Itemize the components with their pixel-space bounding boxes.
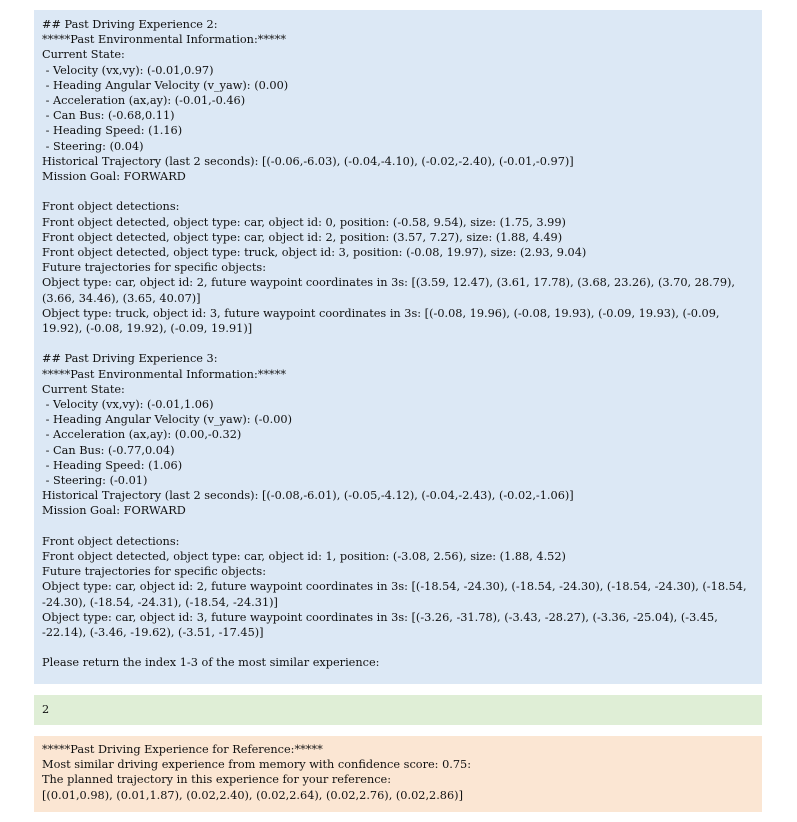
reference-planned-label: The planned trajectory in this experience for your reference: bbox=[42, 773, 392, 787]
answer-panel bbox=[34, 695, 762, 725]
experience-3-detection: Front object detected, object type: car, object id: 1, position: (-3.08, 2.56), size: (1.88, 4.52) bbox=[42, 550, 566, 564]
reference-trajectory: [(0.01,0.98), (0.01,1.87), (0.02,2.40), (0.02,2.64), (0.02,2.76), (0.02,2.86)] bbox=[42, 788, 463, 802]
experience-3-velocity: - Velocity (vx,vy): (-0.01,1.06) bbox=[42, 398, 214, 412]
experience-2-current-state: Current State: bbox=[42, 48, 125, 62]
experience-2-heading: ## Past Driving Experience 2: bbox=[42, 18, 218, 31]
experience-2-acceleration: - Acceleration (ax,ay): (-0.01,-0.46) bbox=[42, 94, 246, 108]
experience-2-can-bus: - Can Bus: (-0.68,0.11) bbox=[42, 109, 175, 123]
experience-2-env-header: *****Past Environmental Information:***** bbox=[42, 33, 286, 47]
experience-2-steering: - Steering: (0.04) bbox=[42, 139, 144, 153]
experience-3-future-trajectory: Object type: car, object id: 3, future waypoint coordinates in 3s: [(-3.26, -31.78), (-3.43, -28.27), (-3.36, -25.04), (-3.45, -22.14), (-3.46, -19.62), (-3.51, -17.45)] bbox=[42, 610, 722, 640]
experience-2-future-header: Future trajectories for specific objects: bbox=[42, 261, 266, 275]
experience-3-acceleration: - Acceleration (ax,ay): (0.00,-0.32) bbox=[42, 428, 242, 442]
experience-3-future-trajectory: Object type: car, object id: 2, future waypoint coordinates in 3s: [(-18.54, -24.30), (-18.54, -24.30), (-18.54, -24.30), (-18.54, -24.30), (-18.54, -24.31), (-18.54, -24.31)] bbox=[42, 580, 751, 609]
reference-confidence: Most similar driving experience from memory with confidence score: 0.75: bbox=[42, 758, 472, 772]
experience-2-mission-goal: Mission Goal: FORWARD bbox=[42, 170, 186, 184]
experience-3-mission-goal: Mission Goal: FORWARD bbox=[42, 504, 186, 518]
spacer bbox=[42, 519, 756, 534]
experience-3-historical-trajectory: Historical Trajectory (last 2 seconds): [(-0.08,-6.01), (-0.05,-4.12), (-0.04,-2.43), (-0.02,-1.06)] bbox=[42, 489, 574, 503]
experience-2-detections-header: Front object detections: bbox=[42, 200, 180, 214]
experience-2-detection: Front object detected, object type: car, object id: 0, position: (-0.58, 9.54), size: (1.75, 3.99) bbox=[42, 215, 566, 229]
experience-2-velocity: - Velocity (vx,vy): (-0.01,0.97) bbox=[42, 63, 214, 77]
answer-value: 2 bbox=[42, 703, 50, 716]
experience-3-current-state: Current State: bbox=[42, 382, 125, 396]
experience-3-future-header: Future trajectories for specific objects: bbox=[42, 565, 266, 579]
experience-3-env-header: *****Past Environmental Information:***** bbox=[42, 367, 286, 381]
experience-3-heading-angular-velocity: - Heading Angular Velocity (v_yaw): (-0.00) bbox=[42, 413, 292, 427]
reference-header: *****Past Driving Experience for Reference:***** bbox=[42, 743, 323, 756]
experience-2-heading-angular-velocity: - Heading Angular Velocity (v_yaw): (0.00) bbox=[42, 78, 289, 92]
experience-2-heading-speed: - Heading Speed: (1.16) bbox=[42, 124, 183, 138]
experience-2-future-trajectory: Object type: truck, object id: 3, future waypoint coordinates in 3s: [(-0.08, 19.96), (-0.08, 19.93), (-0.09, 19.93), (-0.09, 19.92), (-0.08, 19.92), (-0.09, 19.91)] bbox=[42, 306, 724, 336]
experience-3-heading-speed: - Heading Speed: (1.06) bbox=[42, 458, 183, 472]
experience-2-future-trajectory: Object type: car, object id: 2, future waypoint coordinates in 3s: [(3.59, 12.47), (3.61, 17.78), (3.68, 23.26), (3.70, 28.79), (3.66, 34.46), (3.65, 40.07)] bbox=[42, 276, 739, 305]
prompt-panel bbox=[34, 10, 762, 684]
experience-3-can-bus: - Can Bus: (-0.77,0.04) bbox=[42, 443, 175, 457]
spacer bbox=[42, 640, 756, 655]
experience-2-historical-trajectory: Historical Trajectory (last 2 seconds): [(-0.06,-6.03), (-0.04,-4.10), (-0.02,-2.40), (-0.01,-0.97)] bbox=[42, 154, 574, 168]
spacer bbox=[42, 184, 756, 199]
question-text: Please return the index 1-3 of the most similar experience: bbox=[42, 656, 380, 670]
experience-3-heading: ## Past Driving Experience 3: bbox=[42, 352, 218, 366]
experience-2-detection: Front object detected, object type: car, object id: 2, position: (3.57, 7.27), size: (1.88, 4.49) bbox=[42, 230, 563, 244]
experience-3-steering: - Steering: (-0.01) bbox=[42, 474, 148, 488]
experience-3-detections-header: Front object detections: bbox=[42, 534, 180, 548]
spacer bbox=[42, 336, 756, 351]
reference-panel bbox=[34, 736, 762, 812]
experience-2-detection: Front object detected, object type: truck, object id: 3, position: (-0.08, 19.97), size: (2.93, 9.04) bbox=[42, 246, 587, 260]
